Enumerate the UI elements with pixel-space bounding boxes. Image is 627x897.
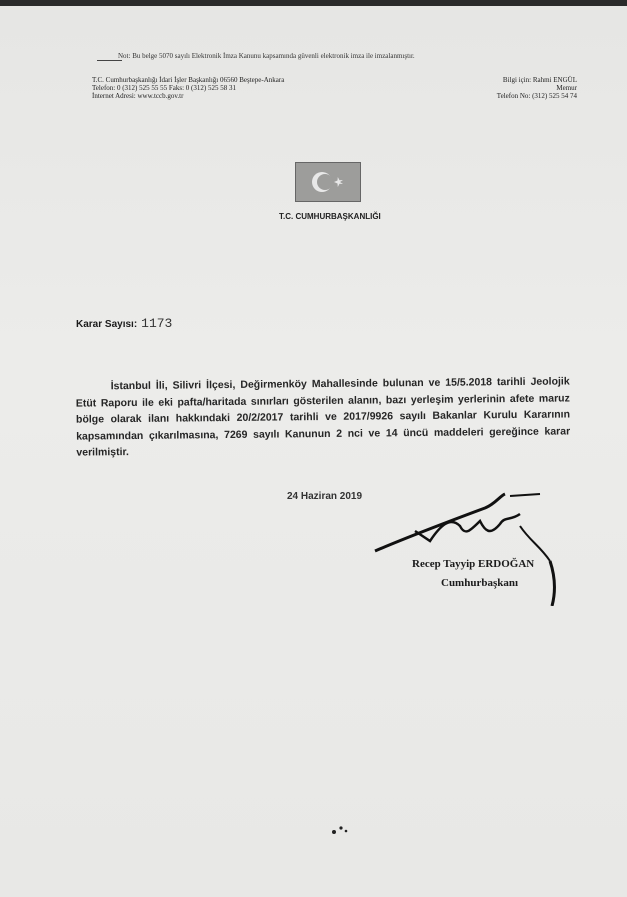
info-phone: Telefon No: (312) 525 54 74 [496, 92, 577, 100]
organization-title: T.C. CUMHURBAŞKANLIĞI [279, 212, 381, 221]
divider [97, 60, 122, 61]
web-line: İnternet Adresi: www.tccb.gov.tr [92, 92, 184, 100]
decision-value: 1173 [141, 316, 173, 331]
info-person: Bilgi için: Rahmi ENGÜL [502, 76, 577, 84]
contact-address [92, 76, 284, 100]
flag-emblem-icon [295, 162, 361, 202]
decision-number [76, 316, 172, 331]
signatory-title: Cumhurbaşkanı [441, 577, 519, 589]
decision-date: 24 Haziran 2019 [287, 491, 363, 502]
signatory-name: Recep Tayyip ERDOĞAN [412, 558, 535, 570]
document-page [0, 6, 627, 897]
decision-label: Karar Sayısı: [76, 319, 138, 330]
contact-info [497, 76, 577, 100]
e-signature-note: Not: Bu belge 5070 sayılı Elektronik İmza Kanunu kapsamında güvenli elektronik imza ile imzalanmıştır. [118, 52, 415, 60]
info-role: Memur [556, 84, 577, 92]
decision-body: İstanbul İli, Silivri İlçesi, Değirmenköy Mahallesinde bulunan ve 15/5.2018 tarihli Jeolojik Etüt Raporu ile eki pafta/haritada sınırları gösterilen alanın, bazı yerleşim yerlerinin afete maruz bölge olarak ilanı hakkındaki 20/2/2017 tarihli ve 2017/9926 sayılı Bakanlar Kurulu Kararının kapsamından çıkarılmasına, 7269 sayılı Kanunun 2 nci ve 14 üncü maddeleri gereğince karar verilmiştir. [75, 375, 571, 459]
paper-specks [330, 824, 360, 839]
phone-line: Telefon: 0 (312) 525 55 55 Faks: 0 (312) 525 58 31 [92, 84, 236, 92]
address-line: T.C. Cumhurbaşkanlığı İdari İşler Başkanlığı 06560 Beştepe-Ankara [92, 76, 285, 84]
